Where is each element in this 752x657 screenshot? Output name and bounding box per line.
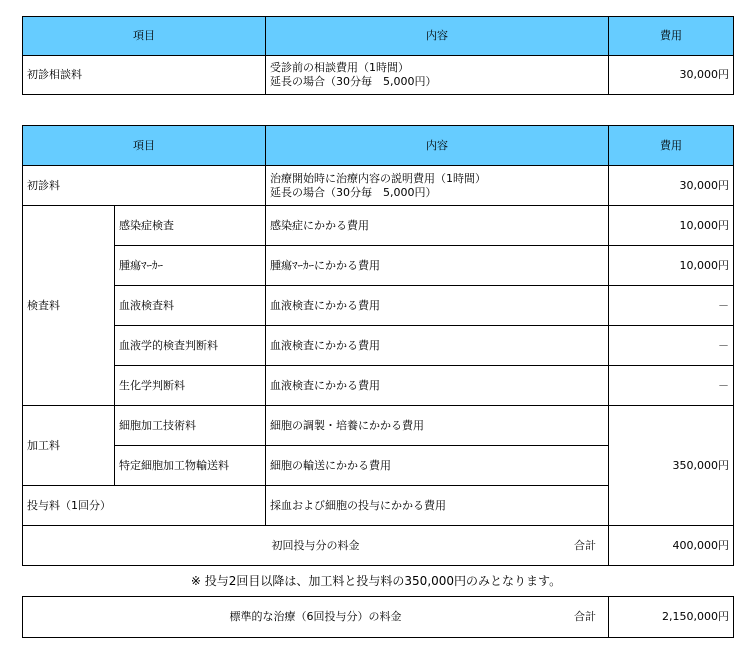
cost-cell: 30,000円 xyxy=(609,56,734,95)
cost-cell: 10,000円 xyxy=(609,206,734,246)
item-cell: 血液学的検査判断料 xyxy=(115,326,266,366)
item-cell: 細胞加工技術料 xyxy=(115,406,266,446)
content-cell: 血液検査にかかる費用 xyxy=(266,286,609,326)
cost-cell: 350,000円 xyxy=(609,406,734,526)
cost-cell: － xyxy=(609,366,734,406)
content-cell: 血液検査にかかる費用 xyxy=(266,326,609,366)
content-line: 治療開始時に治療内容の説明費用（1時間） xyxy=(270,171,486,185)
item-cell: 初診料 xyxy=(23,166,266,206)
content-cell: 採血および細胞の投与にかかる費用 xyxy=(266,486,609,526)
item-cell: 腫瘍ﾏｰｶｰ xyxy=(115,246,266,286)
content-cell: 感染症にかかる費用 xyxy=(266,206,609,246)
total-row-label xyxy=(23,526,609,566)
header-cost: 費用 xyxy=(609,126,734,166)
header-content: 内容 xyxy=(266,126,609,166)
content-cell: 細胞の輸送にかかる費用 xyxy=(266,446,609,486)
content-cell: 腫瘍ﾏｰｶｰにかかる費用 xyxy=(266,246,609,286)
content-cell: 細胞の調製・培養にかかる費用 xyxy=(266,406,609,446)
standard-label: 標準的な治療（6回投与分）の料金 xyxy=(229,610,402,623)
total-label: 初回投与分の料金 xyxy=(271,538,360,552)
consultation-fee-table xyxy=(22,16,734,95)
header-item: 項目 xyxy=(23,17,266,56)
sum-label: 合計 xyxy=(574,538,596,552)
header-cost: 費用 xyxy=(609,17,734,56)
cost-cell: 10,000円 xyxy=(609,246,734,286)
standard-treatment-table xyxy=(22,596,734,638)
standard-row-label xyxy=(23,597,609,638)
header-content: 内容 xyxy=(266,17,609,56)
item-cell: 感染症検査 xyxy=(115,206,266,246)
sum-label: 合計 xyxy=(574,610,596,623)
cost-cell: 30,000円 xyxy=(609,166,734,206)
content-line: 受診前の相談費用（1時間） xyxy=(270,61,409,74)
item-cell: 投与料（1回分） xyxy=(23,486,266,526)
content-line: 延長の場合（30分毎 5,000円） xyxy=(270,75,437,88)
note-text: ※ 投与2回目以降は、加工料と投与料の350,000円のみとなります。 xyxy=(190,574,562,588)
group-label: 検査料 xyxy=(23,206,115,406)
content-cell: 血液検査にかかる費用 xyxy=(266,366,609,406)
item-cell: 生化学判断料 xyxy=(115,366,266,406)
standard-cost: 2,150,000円 xyxy=(609,597,734,638)
treatment-fee-table xyxy=(22,125,734,566)
cost-cell: － xyxy=(609,326,734,366)
item-cell: 血液検査料 xyxy=(115,286,266,326)
content-cell xyxy=(266,166,609,206)
item-cell: 初診相談料 xyxy=(23,56,266,95)
group-label: 加工料 xyxy=(23,406,115,486)
total-cost: 400,000円 xyxy=(609,526,734,566)
content-cell xyxy=(266,56,609,95)
content-line: 延長の場合（30分毎 5,000円） xyxy=(270,185,437,199)
cost-cell: － xyxy=(609,286,734,326)
header-item: 項目 xyxy=(23,126,266,166)
item-cell: 特定細胞加工物輸送料 xyxy=(115,446,266,486)
